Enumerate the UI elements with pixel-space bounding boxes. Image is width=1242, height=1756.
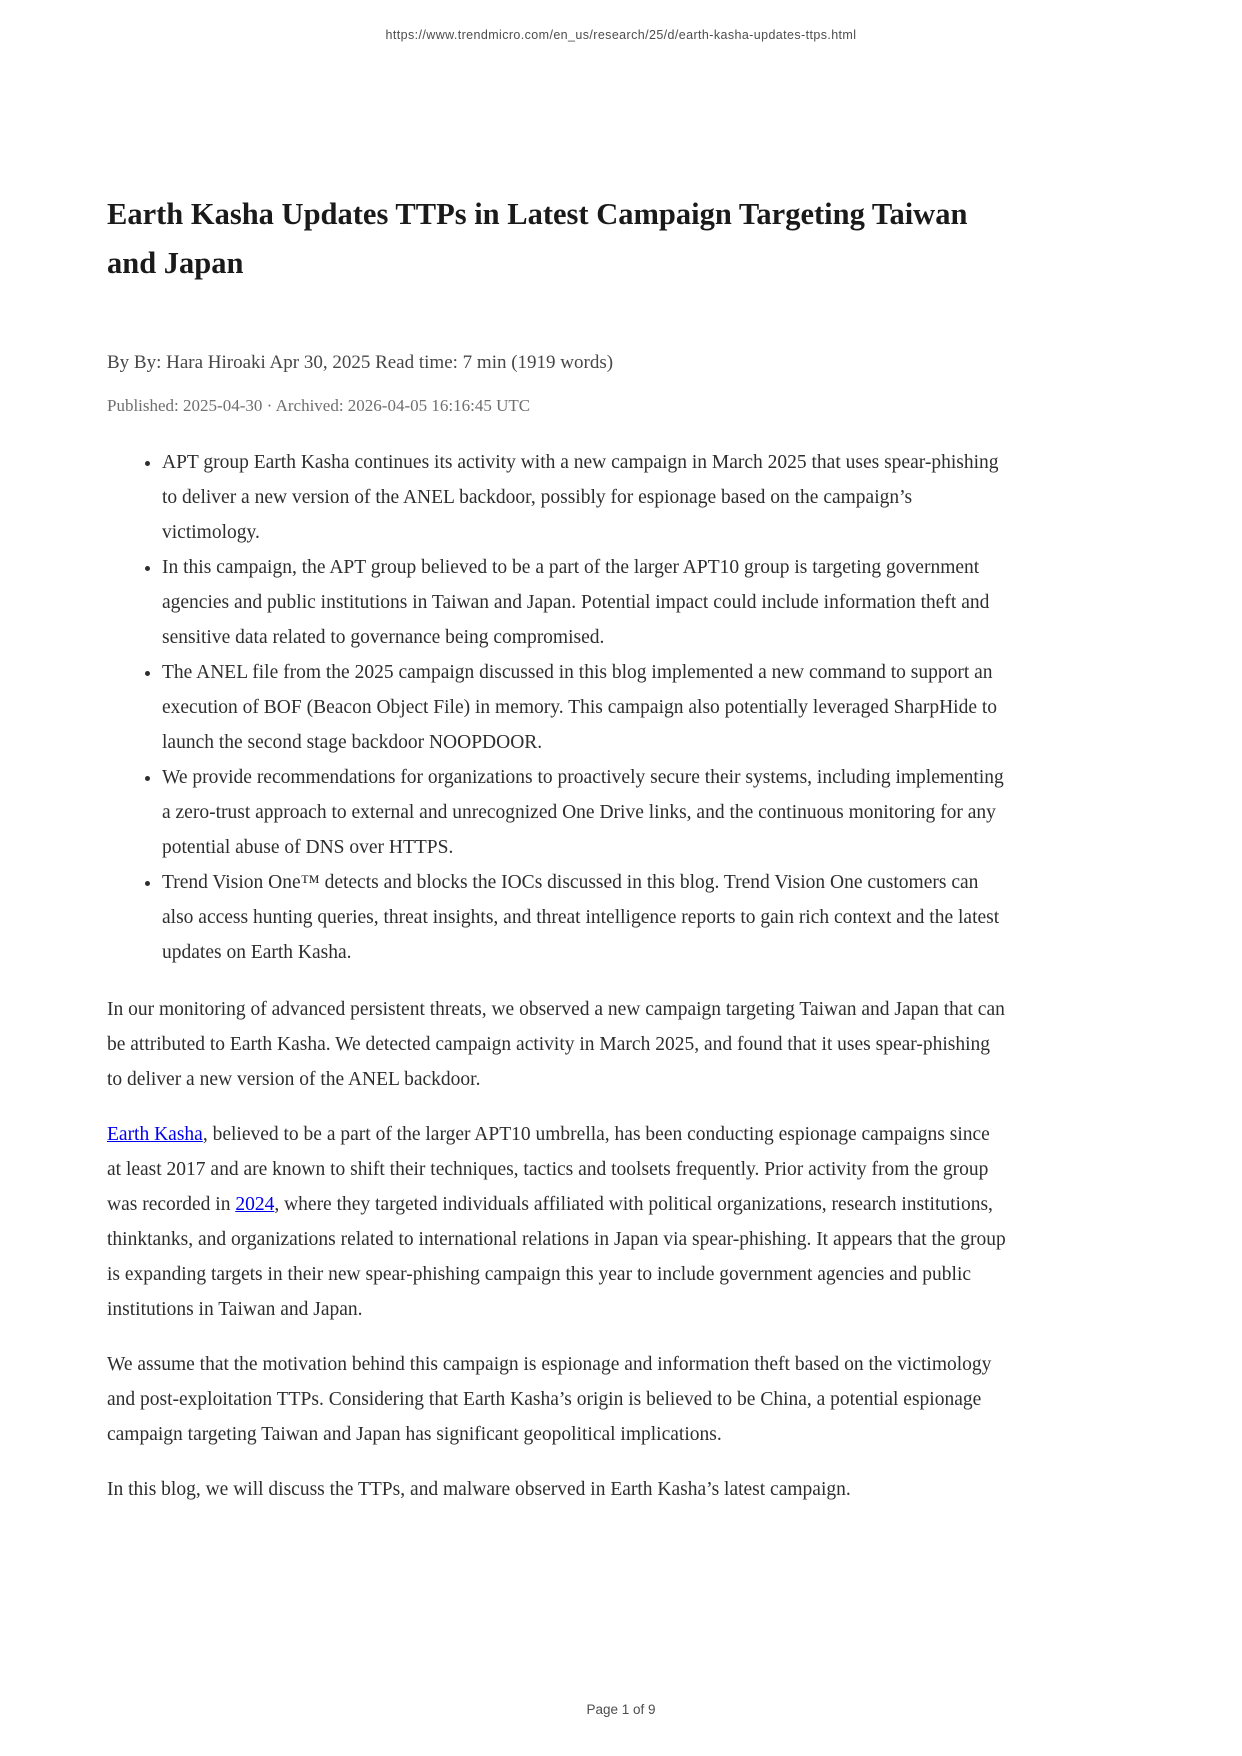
inline-link[interactable]: 2024: [235, 1194, 275, 1215]
paragraph: In our monitoring of advanced persistent threats, we observed a new campaign targeting Taiwan and Japan that can be attributed to Earth Kasha. We detected campaign activity in March 2025, and found that it uses spear-phishing to deliver a new version of the ANEL backdoor.: [107, 999, 1005, 1090]
article-byline: By By: Hara Hiroaki Apr 30, 2025 Read time: 7 min (1919 words): [107, 352, 614, 373]
list-item: • APT group Earth Kasha continues its activity with a new campaign in March 2025 that uses spear-phishing to deliver a new version of the ANEL backdoor, possibly for espionage based on the campaign’s victimology.: [162, 445, 1007, 550]
list-item: • We provide recommendations for organizations to proactively secure their systems, including implementing a zero-trust approach to external and unrecognized One Drive links, and the continuous monitoring for any potential abuse of DNS over HTTPS.: [162, 760, 1007, 865]
list-item: • The ANEL file from the 2025 campaign discussed in this blog implemented a new command to support an execution of BOF (Beacon Object File) in memory. This campaign also potentially leveraged SharpHide to launch the second stage backdoor NOOPDOOR.: [162, 655, 1007, 760]
list-item: • Trend Vision One™ detects and blocks the IOCs discussed in this blog. Trend Vision One customers can also access hunting queries, threat insights, and threat intelligence reports to gain rich context and the latest updates on Earth Kasha.: [162, 865, 1007, 970]
paragraph: We assume that the motivation behind this campaign is espionage and information theft based on the victimology and post-exploitation TTPs. Considering that Earth Kasha’s origin is believed to be China, a potential espionage campaign targeting Taiwan and Japan has significant geopolitical implications.: [107, 1354, 992, 1445]
inline-link[interactable]: Earth Kasha: [107, 1124, 203, 1145]
article: [107, 190, 1007, 1507]
list-item: • In this campaign, the APT group believed to be a part of the larger APT10 group is targeting government agencies and public institutions in Taiwan and Japan. Potential impact could include information theft and sensitive data related to governance being compromised.: [162, 550, 1007, 655]
paragraph: In this blog, we will discuss the TTPs, and malware observed in Earth Kasha’s latest campaign.: [107, 1479, 851, 1500]
summary-list: [107, 445, 1007, 970]
published-archived-line: Published: 2025-04-30 · Archived: 2026-04-05 16:16:45 UTC: [107, 396, 531, 415]
page-number-footer: Page 1 of 9: [586, 1702, 656, 1717]
article-title: Earth Kasha Updates TTPs in Latest Campaign Targeting Taiwan and Japan: [107, 197, 968, 280]
print-url-header: https://www.trendmicro.com/en_us/research/25/d/earth-kasha-updates-ttps.html: [385, 28, 857, 42]
paragraph: Earth Kasha, believed to be a part of the larger APT10 umbrella, has been conducting espionage campaigns since at least 2017 and are known to shift their techniques, tactics and toolsets frequently. Prior activity from the group was recorded in 2024, where they targeted individuals affiliated with political organizations, research institutions, thinktanks, and organizations related to international relations in Japan via spear-phishing. It appears that the group is expanding targets in their new spear-phishing campaign this year to include government agencies and public institutions in Taiwan and Japan.: [107, 1124, 1006, 1320]
article-paragraphs: [107, 992, 1007, 1507]
